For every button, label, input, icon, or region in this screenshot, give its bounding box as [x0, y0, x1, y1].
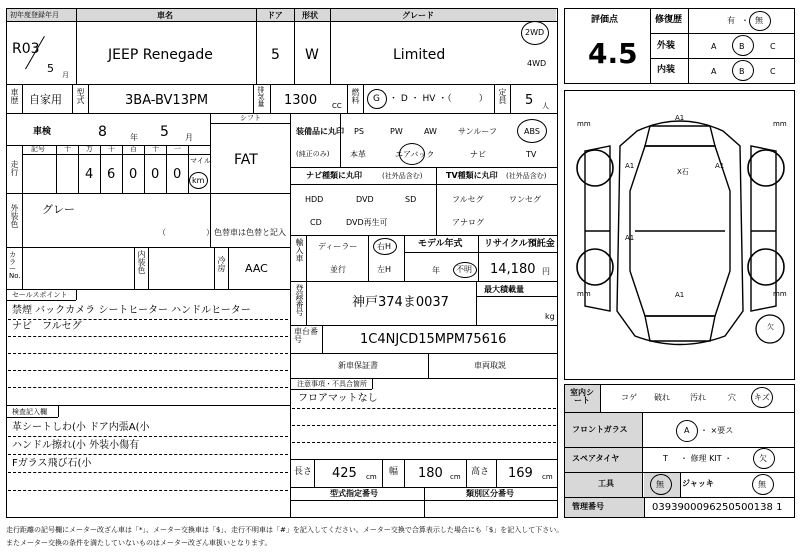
tire-mm-rl: mm — [577, 290, 591, 298]
fuel-options: G ・ D ・ HV ・（ ） — [373, 94, 488, 104]
ext-color-value: グレー — [42, 203, 75, 216]
interior-label: 内装 — [657, 65, 676, 75]
ext-grade-a: A — [711, 42, 717, 51]
drive-4wd: 4WD — [527, 59, 547, 68]
right-side-outline — [751, 146, 776, 311]
color-no-label: カラーNo. — [9, 251, 21, 280]
tv-oneseg: ワンセグ — [509, 195, 541, 204]
registration-value: 神戸374ま0037 — [352, 295, 449, 310]
navi-hdd: HDD — [305, 195, 324, 204]
grade-label: グレード — [402, 11, 434, 20]
inspection-year: 8 — [98, 124, 107, 140]
registration-label: 登録番号 — [295, 284, 304, 316]
recycle-label: リサイクル預託金 — [484, 239, 555, 249]
repair-dot: ・ — [741, 16, 749, 25]
model-year-label: モデル年式 — [418, 239, 463, 249]
equip-sunroof: サンルーフ — [458, 127, 497, 136]
car-hood-outline — [645, 126, 715, 146]
insp-line-3: Fガラス飛び石(小 — [12, 458, 92, 469]
equip-navi: ナビ — [470, 150, 486, 159]
model-year-unknown: 不明 — [456, 265, 472, 274]
windshield-x: ・ ×要ス — [700, 426, 734, 435]
usage-label: 車歴 — [10, 88, 19, 104]
car-name: JEEP Renegade — [108, 47, 213, 63]
import-label: 輸入車 — [295, 238, 304, 262]
spare-t: T — [663, 454, 668, 463]
navi-dvd: DVD — [356, 195, 374, 204]
interior-label: 室内シート — [570, 388, 594, 405]
equip-aw: AW — [424, 127, 437, 136]
int-grade-b: B — [739, 67, 745, 76]
ac-label: 冷房 — [217, 256, 226, 272]
doc-manual: 車両取説 — [474, 361, 506, 370]
interior-tear: 破れ — [654, 393, 670, 402]
windshield-label: フロントガラス — [572, 425, 628, 434]
height-unit: cm — [542, 473, 553, 481]
sales-points-label: セールスポイント — [12, 291, 68, 299]
fglass-mark: X石 — [677, 168, 689, 176]
length-unit: cm — [366, 473, 377, 481]
inspection-label: 車検 — [33, 127, 52, 137]
repair-label: 修復歴 — [655, 15, 683, 25]
ext-color-note: （ ）色替車は色替と記入 — [158, 228, 286, 237]
import-parallel: 並行 — [330, 265, 346, 274]
mileage-sign-label: 記号 — [31, 145, 45, 153]
interior-hole: 穴 — [728, 393, 736, 402]
left-side-outline — [585, 146, 610, 311]
int-color-label: 内装色 — [137, 250, 146, 274]
door-label: ドア — [267, 11, 283, 20]
tools-label: 工具 — [598, 479, 614, 488]
sales-line-1: 禁煙 バックカメラ シートヒーター ハンドルヒーター — [12, 305, 251, 316]
car-name-label: 車名 — [157, 11, 173, 20]
recycle-value: 14,180 — [490, 262, 536, 277]
year-value: R03 — [12, 41, 40, 57]
damage-label: A1 — [625, 234, 635, 242]
mileage-digit: 6 — [107, 167, 116, 182]
inspection-month: 5 — [160, 124, 169, 140]
chassis-label: 車台番号 — [294, 327, 318, 344]
spare-kit: ・ 修理 KIT ・ — [680, 454, 733, 463]
digit-label: 十 — [152, 145, 159, 153]
car-diagram — [564, 90, 795, 380]
wheel-fr — [748, 150, 784, 186]
grade-value: Limited — [393, 47, 446, 63]
displacement-unit: CC — [332, 102, 342, 110]
navi-label: ナビ種類に丸印 — [306, 171, 362, 180]
height-label: 高さ — [471, 467, 490, 477]
mileage-digit: 4 — [85, 167, 94, 182]
tire-mm-fl: mm — [577, 120, 591, 128]
equip-abs: ABS — [524, 127, 540, 136]
int-grade-c: C — [770, 67, 776, 76]
car-outline-svg — [565, 91, 796, 381]
digit-label: 万 — [86, 145, 93, 153]
equipment-sublabel: (純正のみ) — [296, 150, 330, 158]
damage-label: A1 — [675, 291, 685, 299]
navi-cd: CD — [310, 218, 322, 227]
car-trunk-outline — [645, 316, 715, 341]
doc-warranty: 新車保証書 — [338, 361, 378, 370]
jack-none: 無 — [758, 480, 766, 489]
height-value: 169 — [508, 466, 533, 481]
capacity-label: 定員 — [498, 88, 507, 104]
footer-line-1: 走行距離の記号欄にメーター改ざん車は「*」、メーター交換車は「$」、走行不明車は「#」を記入してください。メーター交換で合算表示した場合にも「$」を記入して下さい。 — [6, 526, 564, 534]
damage-label: A1 — [675, 114, 685, 122]
import-dealer: ディーラー — [318, 242, 358, 251]
windshield-a: A — [684, 426, 690, 435]
exterior-label: 外装 — [657, 41, 676, 51]
recycle-unit: 円 — [542, 267, 550, 276]
tv-analog: アナログ — [452, 218, 484, 227]
ac-value: AAC — [245, 262, 268, 275]
tire-mm-fr: mm — [773, 120, 787, 128]
ext-grade-b: B — [739, 42, 745, 51]
year-label: 初年度登録年月 — [10, 11, 59, 19]
displacement-value: 1300 — [284, 93, 318, 108]
spare-label: スペアタイヤ — [572, 454, 620, 463]
equip-ps: PS — [354, 127, 364, 136]
interior-burn: コゲ — [621, 393, 637, 402]
chassis-value: 1C4NJCD15MPM75616 — [360, 332, 507, 347]
length-value: 425 — [332, 466, 357, 481]
sales-line-2: ナビ フルセグ — [12, 321, 82, 332]
import-right-h: 右H — [377, 242, 392, 251]
digit-label: 一 — [174, 145, 181, 153]
km-label: km — [192, 176, 205, 185]
width-unit: cm — [450, 473, 461, 481]
shift-value: FAT — [234, 152, 258, 168]
tools-none: 無 — [656, 480, 664, 489]
spare-flaw-mark: 欠 — [767, 323, 774, 331]
repair-yes: 有 — [727, 16, 735, 25]
mgmt-label: 管理番号 — [572, 502, 604, 511]
navi-sublabel: (社外品含む) — [382, 172, 423, 180]
displacement-label: 排気量 — [257, 86, 265, 107]
mileage-digit: 0 — [129, 167, 138, 182]
equip-airbag: エアバック — [395, 150, 435, 159]
max-load-label: 最大積載量 — [484, 285, 524, 294]
tire-mm-rr: mm — [773, 290, 787, 298]
class-number-label: 類別区分番号 — [466, 489, 514, 498]
car-body-outline — [617, 121, 743, 345]
shape-label: 形状 — [302, 11, 318, 20]
mileage-label: 走行 — [10, 160, 19, 176]
navi-dvd-play: DVD再生可 — [346, 218, 388, 227]
interior-dirt: 汚れ — [690, 393, 706, 402]
equipment-label: 装備品に丸印 — [296, 127, 344, 136]
insp-line-2: ハンドル擦れ(小 外装小傷有 — [12, 440, 140, 451]
damage-label: A1 — [715, 162, 725, 170]
inspection-year-unit: 年 — [130, 133, 138, 142]
equip-tv: TV — [526, 150, 537, 159]
model-year-unit: 年 — [432, 266, 440, 275]
notes-value: フロアマットなし — [298, 393, 378, 404]
wheel-rl — [577, 249, 613, 285]
equip-pw: PW — [390, 127, 403, 136]
insp-notes-label: 検査記入欄 — [12, 408, 47, 416]
int-grade-a: A — [711, 67, 717, 76]
interior-scratch: キズ — [754, 393, 770, 402]
notes-label: 注意事項・不具合箇所 — [297, 380, 367, 388]
navi-sd: SD — [405, 195, 417, 204]
inspection-month-unit: 月 — [185, 133, 193, 142]
width-label: 幅 — [389, 467, 399, 477]
month-value: 5 — [47, 62, 54, 75]
tv-fullseg: フルセグ — [452, 195, 484, 204]
capacity-unit: 人 — [542, 102, 549, 110]
digit-label: 百 — [130, 145, 137, 153]
tv-label: TV種類に丸印 — [446, 171, 498, 180]
month-unit: 月 — [62, 71, 69, 79]
length-label: 長さ — [294, 467, 313, 477]
spare-none: 欠 — [759, 454, 767, 463]
max-load-unit: kg — [545, 312, 555, 321]
shape-value: W — [305, 47, 319, 63]
equip-leather: 本革 — [350, 150, 366, 159]
fuel-label: 燃料 — [351, 88, 360, 104]
insp-line-1: 革シートしわ(小 ドア内張A(小 — [12, 422, 150, 433]
width-value: 180 — [418, 466, 443, 481]
digit-label: 千 — [108, 145, 115, 153]
shift-label: シフト — [240, 114, 261, 122]
digit-label: 十 — [64, 145, 71, 153]
repair-no: 無 — [755, 16, 763, 25]
footer-line-2: またメーター交換の条件を満たしていないものはメーター改ざん車扱いとなります。 — [6, 539, 272, 547]
wheel-fl — [577, 150, 613, 186]
mile-label: マイル — [190, 157, 211, 165]
ext-grade-c: C — [770, 42, 776, 51]
model-value: 3BA-BV13PM — [125, 93, 209, 108]
model-label: 型式 — [76, 88, 85, 104]
import-left-h: 左H — [377, 265, 392, 274]
damage-label: A1 — [625, 162, 635, 170]
wheel-rr — [748, 249, 784, 285]
type-number-label: 型式指定番号 — [330, 489, 378, 498]
door-value: 5 — [271, 47, 280, 63]
capacity-value: 5 — [525, 93, 534, 108]
drive-2wd: 2WD — [525, 28, 545, 37]
ext-color-label: 外装色 — [10, 204, 19, 228]
mileage-digit: 0 — [173, 167, 182, 182]
rating-value: 4.5 — [588, 37, 638, 70]
usage-value: 自家用 — [29, 93, 62, 106]
rating-label: 評価点 — [591, 15, 619, 25]
mgmt-value: 0393900096250500138 1 — [652, 502, 783, 513]
mileage-digit: 0 — [151, 167, 160, 182]
jack-label: ジャッキ — [682, 479, 714, 488]
tv-sublabel: (社外品含む) — [506, 172, 547, 180]
